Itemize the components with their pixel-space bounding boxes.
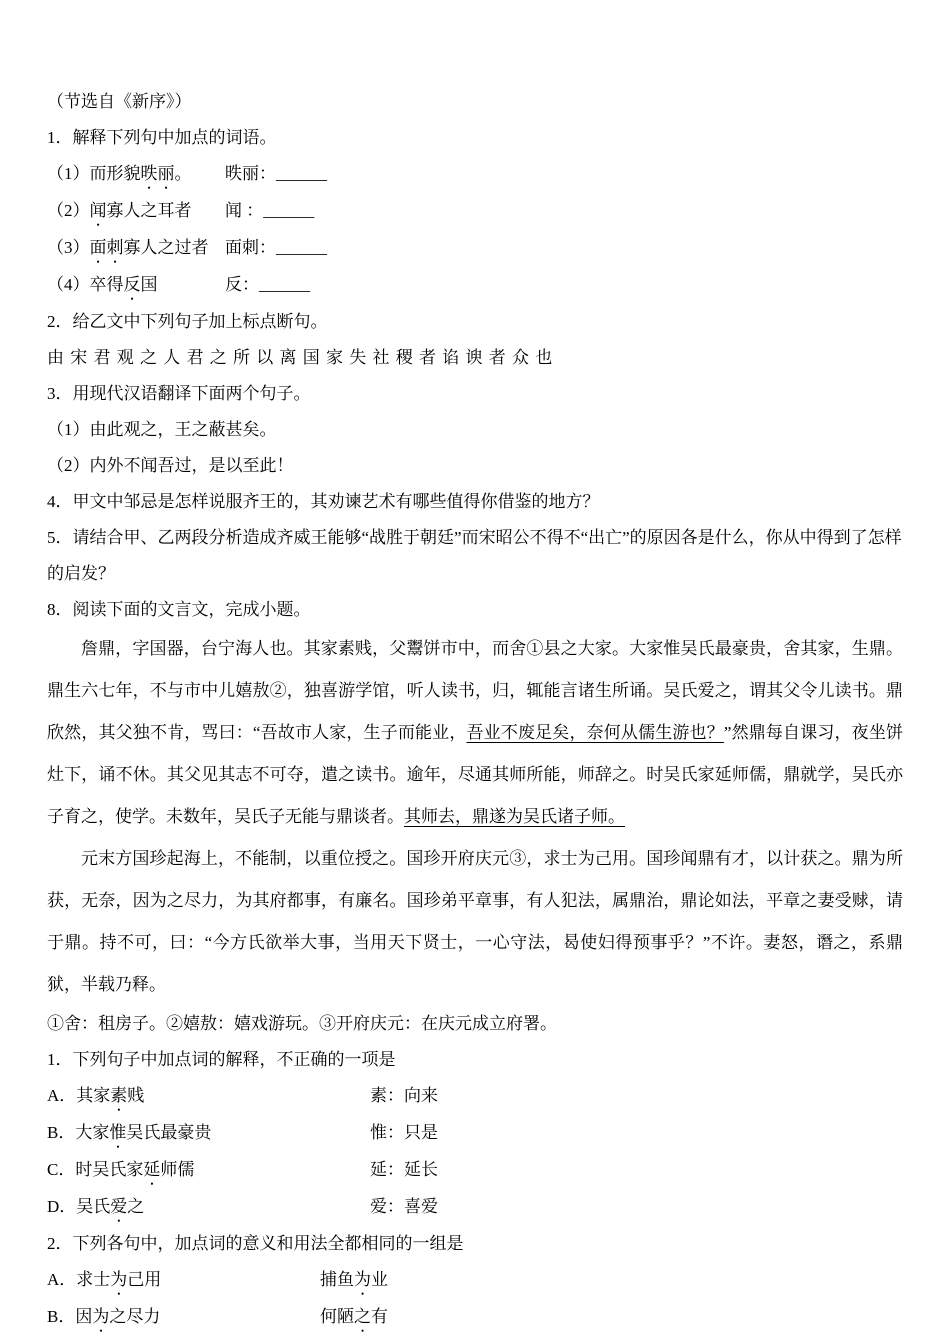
option-label: D． xyxy=(47,1197,77,1216)
answer-blank: ______ xyxy=(276,164,327,183)
answer-blank: ______ xyxy=(259,275,310,294)
item-number: （1） xyxy=(47,164,90,183)
answer-blank: ______ xyxy=(276,238,327,257)
emphasized-word: 延 xyxy=(143,1160,161,1179)
passage-paragraph-1 xyxy=(47,628,903,838)
sentence-text: 何陋 xyxy=(320,1307,354,1326)
emphasized-word: 闻 xyxy=(89,201,107,220)
q3-stem: 3．用现代汉语翻译下面两个句子。 xyxy=(47,384,311,403)
q1-item-3 xyxy=(47,230,903,267)
sentence-text: 吴氏 xyxy=(76,1197,111,1216)
sentence-text: 而形貌 xyxy=(89,164,141,183)
q3-item-2: （2）内外不闻吾过，是以至此！ xyxy=(47,456,294,475)
q5-stem: 5．请结合甲、乙两段分析造成齐威王能够“战胜于朝廷”而宋昭公不得不“出亡”的原因各是什么，你从中得到了怎样的启发？ xyxy=(47,528,902,583)
sentence-text: 大家 xyxy=(75,1123,110,1142)
term-label: 面刺： xyxy=(225,238,276,257)
option-gloss: 素：向来 xyxy=(370,1086,438,1105)
option-gloss: 延：延长 xyxy=(370,1160,438,1179)
sentence-text: 之 xyxy=(127,1197,145,1216)
answer-blank: ______ xyxy=(263,201,315,220)
sentence-text: 捕鱼 xyxy=(320,1270,354,1289)
emphasized-word: 惟 xyxy=(109,1123,127,1142)
q1-item-1 xyxy=(47,156,903,193)
q2-punctuation-sentence: 由 宋 君 观 之 人 君 之 所 以 离 国 家 失 社 稷 者 谄 谀 者 众 也 xyxy=(47,348,554,367)
sentence-text: 有 xyxy=(371,1307,388,1326)
option-sentence xyxy=(47,1189,370,1226)
q1-sentence-1 xyxy=(47,156,225,193)
sentence-text: 时吴氏家 xyxy=(75,1160,144,1179)
q1-item-4 xyxy=(47,267,903,304)
q3-item-1: （1）由此观之，王之蔽甚矣。 xyxy=(47,420,277,439)
q4-stem: 4．甲文中邹忌是怎样说服齐王的，其劝谏艺术有哪些值得你借鉴的地方？ xyxy=(47,492,600,511)
emphasized-word: 为 xyxy=(354,1270,371,1289)
option-gloss: 惟：只是 xyxy=(370,1123,438,1142)
option-gloss: 爱：喜爱 xyxy=(370,1197,438,1216)
emphasized-word: 反 xyxy=(123,275,141,294)
emphasized-word: 爱 xyxy=(110,1197,128,1216)
emphasized-word: 素 xyxy=(110,1086,128,1105)
sentence-text: 因 xyxy=(75,1307,93,1326)
option-label: B． xyxy=(47,1307,76,1326)
passage-paragraph-2: 元末方国珍起海上，不能制，以重位授之。国珍开府庆元③，求士为己用。国珍闻鼎有才，以计获之。鼎为所获，无奈，因为之尽力，为其府都事，有廉名。国珍弟平章事，有人犯法，属鼎治，鼎论如法，平章之妻受赇，请于鼎。持不可，曰：“今方氏欲举大事，当用天下贤士，一心守法，曷使妇得预事乎？”不许。妻怒，谮之，系鼎狱，半载乃释。 xyxy=(47,849,903,994)
sentence-text: 贱 xyxy=(127,1086,145,1105)
emphasized-word: 之 xyxy=(354,1307,371,1326)
mc2-option-a xyxy=(47,1262,903,1299)
underlined-text: 其师去，鼎遂为吴氏诸子师。 xyxy=(404,807,625,826)
item-number: （2） xyxy=(47,201,90,220)
source-note: （节选自《新序》） xyxy=(47,92,192,111)
sentence-text: 。 xyxy=(174,164,192,183)
option-sentence xyxy=(47,1115,370,1152)
option-sentence xyxy=(320,1262,388,1299)
q1-sentence-3 xyxy=(47,230,225,267)
option-label: A． xyxy=(47,1086,77,1105)
sentence-text: 师儒 xyxy=(160,1160,195,1179)
item-number: （3） xyxy=(47,238,90,257)
sentence-text: 其家 xyxy=(76,1086,111,1105)
sentence-text: 之尽力 xyxy=(109,1307,161,1326)
sentence-text: 吴氏最豪贵 xyxy=(126,1123,212,1142)
emphasized-word: 为 xyxy=(110,1270,128,1289)
mc1-option-d xyxy=(47,1189,903,1226)
option-sentence xyxy=(47,1078,370,1115)
q8-header: 8．阅读下面的文言文，完成小题。 xyxy=(47,600,311,619)
passage-text: ”然鼎每自课习，夜坐饼灶下，诵不休。其父见其志不可夺，遣之读书。逾年，尽通其师所能，师辞之。时吴氏家延师儒，鼎就学，吴氏亦子育之，使学。未数年，吴氏子无能与鼎谈者。 xyxy=(47,723,904,826)
emphasized-word: 昳丽 xyxy=(140,164,175,183)
sentence-text: 己用 xyxy=(127,1270,162,1289)
term-label: 反： xyxy=(225,275,259,294)
option-sentence xyxy=(47,1262,320,1299)
sentence-text: 求士 xyxy=(76,1270,111,1289)
q1-stem: 1．解释下列句中加点的词语。 xyxy=(47,128,277,147)
sentence-text: 卒得 xyxy=(89,275,124,294)
item-number: （4） xyxy=(47,275,90,294)
q1-sentence-2 xyxy=(47,193,225,230)
sentence-text: 寡人之耳者 xyxy=(106,201,192,220)
mc2-option-b xyxy=(47,1299,903,1336)
option-label: B． xyxy=(47,1123,76,1142)
q2-stem: 2．给乙文中下列句子加上标点断句。 xyxy=(47,312,328,331)
mc1-stem: 1．下列句子中加点词的解释，不正确的一项是 xyxy=(47,1050,396,1069)
q1-item-2 xyxy=(47,193,903,230)
term-label: 闻 ： xyxy=(225,201,264,220)
sentence-text: 业 xyxy=(371,1270,388,1289)
passage-text: 詹鼎，字国器，台宁海人也。其家素贱，父鬻饼市中，而舍①县之大家。大家惟吴氏最豪贵，舍其家，生鼎。鼎生六七年，不与市中儿嬉敖②，独喜游学馆，听人读书，归，辄能言诸生所诵。吴氏爱之，谓其父令儿读书。鼎欣然，其父独不肯，骂曰：“吾故市人家，生子而能业， xyxy=(47,639,903,742)
emphasized-word: 面刺 xyxy=(89,238,124,257)
mc1-option-a xyxy=(47,1078,903,1115)
option-sentence xyxy=(320,1299,388,1336)
option-sentence xyxy=(47,1299,320,1336)
q1-sentence-4 xyxy=(47,267,225,304)
mc1-option-c xyxy=(47,1152,903,1189)
underlined-text: 吾业不废足矣，奈何从儒生游也？ xyxy=(466,723,724,742)
emphasized-word: 为 xyxy=(92,1307,110,1326)
mc1-option-b xyxy=(47,1115,903,1152)
option-label: A． xyxy=(47,1270,77,1289)
term-label: 昳丽： xyxy=(225,164,276,183)
passage-notes: ①舍：租房子。②嬉敖：嬉戏游玩。③开府庆元：在庆元成立府署。 xyxy=(47,1014,557,1033)
sentence-text: 寡人之过者 xyxy=(123,238,209,257)
mc2-stem: 2．下列各句中，加点词的意义和用法全都相同的一组是 xyxy=(47,1234,464,1253)
sentence-text: 国 xyxy=(140,275,158,294)
option-sentence xyxy=(47,1152,370,1189)
option-label: C． xyxy=(47,1160,76,1179)
